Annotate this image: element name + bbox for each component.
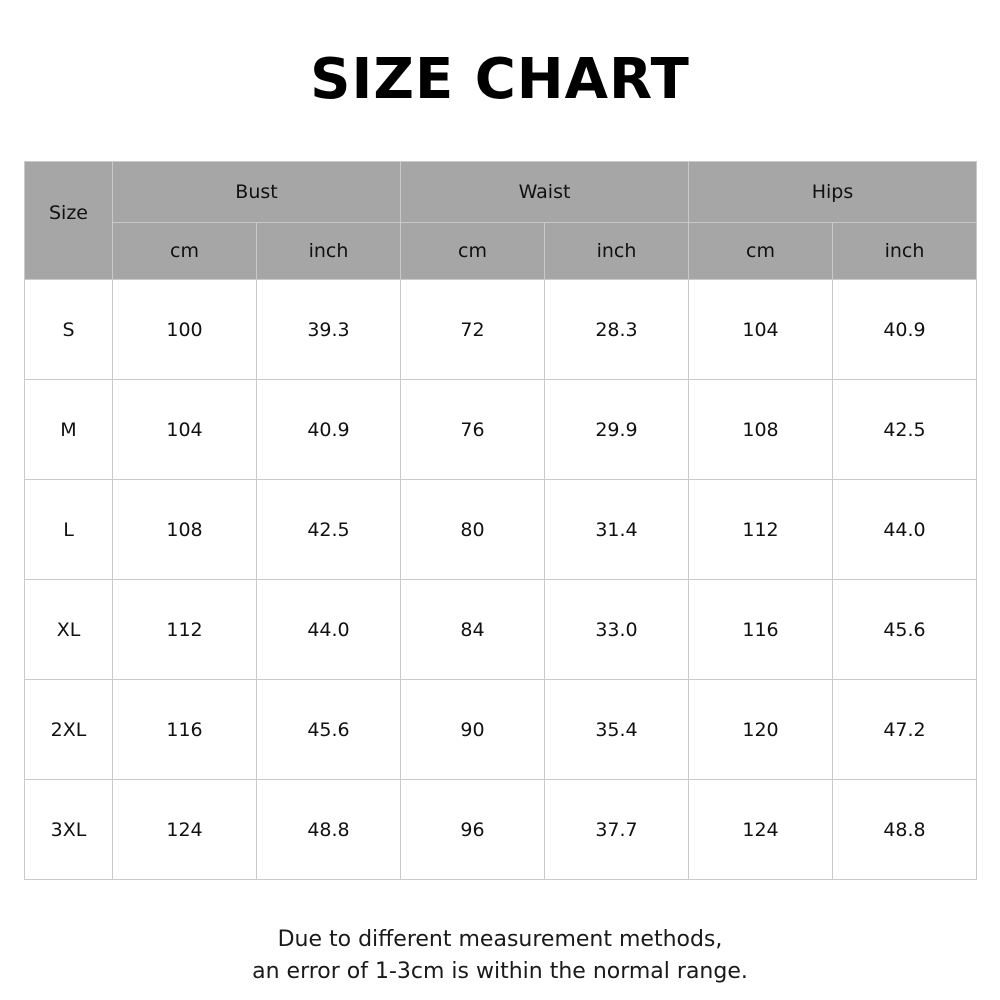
cell-waist-cm: 76 [401,380,545,480]
column-header-bust-cm: cm [113,223,257,280]
cell-waist-inch: 31.4 [545,480,689,580]
cell-hips-cm: 104 [689,280,833,380]
cell-bust-cm: 112 [113,580,257,680]
column-header-hips-cm: cm [689,223,833,280]
table-row [25,680,977,780]
column-group-bust: Bust [113,162,401,223]
cell-hips-cm: 120 [689,680,833,780]
table-body [25,280,977,880]
cell-hips-inch: 48.8 [833,780,977,880]
cell-hips-cm: 112 [689,480,833,580]
table-header-unit-row [25,223,977,280]
cell-waist-inch: 37.7 [545,780,689,880]
table-row [25,280,977,380]
cell-bust-inch: 39.3 [257,280,401,380]
cell-size: XL [25,580,113,680]
table-row [25,380,977,480]
table-header-group-row [25,162,977,223]
cell-bust-inch: 48.8 [257,780,401,880]
column-header-waist-cm: cm [401,223,545,280]
cell-waist-cm: 80 [401,480,545,580]
cell-bust-cm: 100 [113,280,257,380]
table-row [25,580,977,680]
cell-bust-inch: 40.9 [257,380,401,480]
column-header-size: Size [25,162,113,280]
cell-waist-inch: 29.9 [545,380,689,480]
cell-hips-inch: 42.5 [833,380,977,480]
cell-waist-cm: 90 [401,680,545,780]
table-row [25,780,977,880]
cell-size: L [25,480,113,580]
cell-hips-cm: 124 [689,780,833,880]
cell-hips-cm: 108 [689,380,833,480]
cell-waist-cm: 72 [401,280,545,380]
cell-bust-cm: 124 [113,780,257,880]
cell-bust-cm: 108 [113,480,257,580]
cell-hips-inch: 40.9 [833,280,977,380]
column-group-waist: Waist [401,162,689,223]
cell-hips-inch: 45.6 [833,580,977,680]
cell-hips-cm: 116 [689,580,833,680]
cell-hips-inch: 47.2 [833,680,977,780]
cell-size: 3XL [25,780,113,880]
cell-waist-inch: 33.0 [545,580,689,680]
column-header-bust-inch: inch [257,223,401,280]
page-title: SIZE CHART [310,47,690,112]
note-line-1: Due to different measurement methods, [277,927,723,952]
cell-bust-cm: 116 [113,680,257,780]
table-row [25,480,977,580]
cell-size: M [25,380,113,480]
cell-waist-cm: 96 [401,780,545,880]
cell-bust-inch: 42.5 [257,480,401,580]
cell-bust-inch: 44.0 [257,580,401,680]
column-header-waist-inch: inch [545,223,689,280]
cell-bust-inch: 45.6 [257,680,401,780]
size-chart-table [24,161,977,880]
cell-waist-cm: 84 [401,580,545,680]
cell-size: S [25,280,113,380]
cell-waist-inch: 28.3 [545,280,689,380]
column-group-hips: Hips [689,162,977,223]
table-header [25,162,977,280]
note-line-2: an error of 1-3cm is within the normal range. [252,958,748,984]
column-header-hips-inch: inch [833,223,977,280]
measurement-note [252,924,748,988]
cell-waist-inch: 35.4 [545,680,689,780]
cell-bust-cm: 104 [113,380,257,480]
size-chart-table-container [24,161,976,880]
cell-hips-inch: 44.0 [833,480,977,580]
cell-size: 2XL [25,680,113,780]
